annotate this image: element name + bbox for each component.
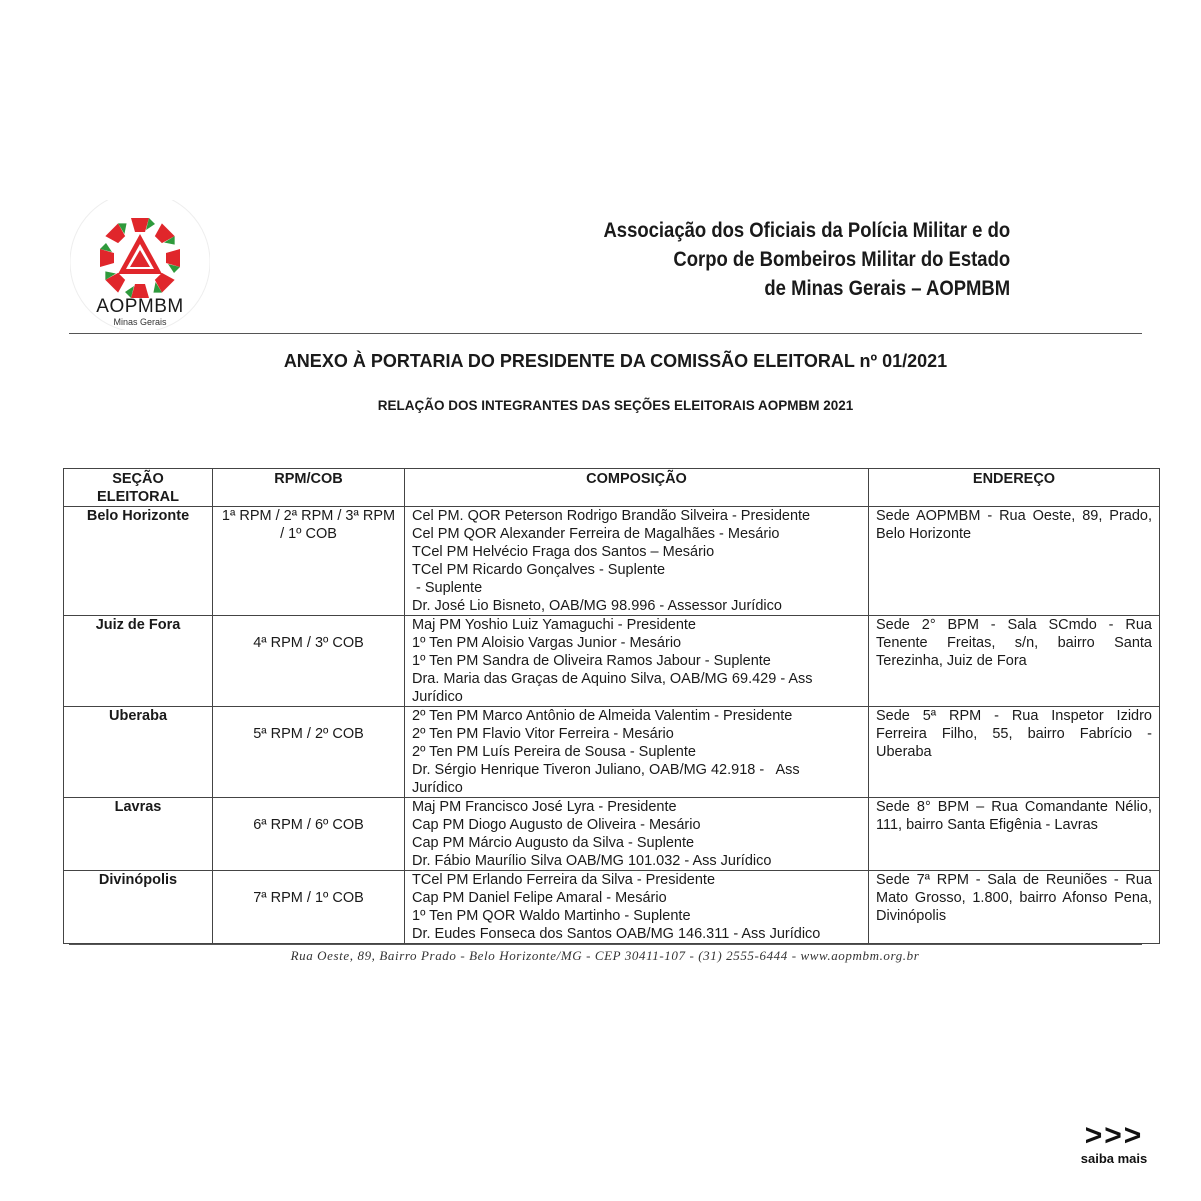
cell-composicao <box>405 798 869 871</box>
cell-secao: Divinópolis <box>64 871 213 944</box>
cell-secao: Uberaba <box>64 707 213 798</box>
org-line: Corpo de Bombeiros Militar do Estado <box>673 248 1010 271</box>
aopmbm-logo <box>70 200 210 330</box>
member-line: 2º Ten PM Luís Pereira de Sousa - Suplente <box>412 744 696 760</box>
member-line: - Suplente <box>412 580 483 596</box>
saiba-mais-button[interactable] <box>1068 1119 1160 1166</box>
logo-region: Minas Gerais <box>113 317 167 327</box>
table-row <box>64 507 1160 616</box>
cell-rpm: 6ª RPM / 6º COB <box>213 798 405 871</box>
cell-secao: Juiz de Fora <box>64 616 213 707</box>
member-line: Cel PM. QOR Peterson Rodrigo Brandão Silveira - Presidente <box>412 508 811 524</box>
member-line: Dr. Sérgio Henrique Tiveron Juliano, OAB/MG 42.918 - Ass <box>412 762 800 778</box>
org-line: Associação dos Oficiais da Polícia Militar e do <box>603 219 1010 242</box>
arrows-icon: >>> <box>1084 1119 1144 1152</box>
member-line: TCel PM Ricardo Gonçalves - Suplente <box>412 562 666 578</box>
header-rpm: RPM/COB <box>213 469 405 507</box>
cell-endereco: Sede 2° BPM - Sala SCmdo - Rua Tenente Freitas, s/n, bairro Santa Terezinha, Juiz de Fora <box>869 616 1160 707</box>
member-line: TCel PM Helvécio Fraga dos Santos – Mesário <box>412 544 715 560</box>
member-line: Cap PM Márcio Augusto da Silva - Suplente <box>412 835 695 851</box>
cell-secao: Belo Horizonte <box>64 507 213 616</box>
table-row <box>64 616 1160 707</box>
header-composicao: COMPOSIÇÃO <box>405 469 869 507</box>
logo-name: AOPMBM <box>96 296 184 317</box>
cell-rpm: 4ª RPM / 3º COB <box>213 616 405 707</box>
header-endereco: ENDEREÇO <box>869 469 1160 507</box>
table-row <box>64 798 1160 871</box>
member-line: Maj PM Yoshio Luiz Yamaguchi - Presidente <box>412 617 696 633</box>
cell-endereco: Sede AOPMBM - Rua Oeste, 89, Prado, Belo Horizonte <box>869 507 1160 616</box>
cell-endereco: Sede 8° BPM – Rua Comandante Nélio, 111, bairro Santa Efigênia - Lavras <box>869 798 1160 871</box>
header-divider <box>69 333 1142 334</box>
organization-name <box>603 216 1010 303</box>
cell-secao: Lavras <box>64 798 213 871</box>
member-line: Dra. Maria das Graças de Aquino Silva, OAB/MG 69.429 - Ass <box>412 671 813 687</box>
cell-composicao <box>405 871 869 944</box>
member-line: Cel PM QOR Alexander Ferreira de Magalhães - Mesário <box>412 526 780 542</box>
cell-composicao <box>405 707 869 798</box>
document-subtitle: RELAÇÃO DOS INTEGRANTES DAS SEÇÕES ELEITORAIS AOPMBM 2021 <box>377 398 854 413</box>
header-secao: SEÇÃO ELEITORAL <box>64 469 213 507</box>
member-line: Cap PM Diogo Augusto de Oliveira - Mesário <box>412 817 701 833</box>
cell-rpm: 7ª RPM / 1º COB <box>213 871 405 944</box>
document-title: ANEXO À PORTARIA DO PRESIDENTE DA COMISSÃO ELEITORAL nº 01/2021 <box>283 351 948 371</box>
member-line: 1º Ten PM Aloisio Vargas Junior - Mesário <box>412 635 682 651</box>
cell-endereco: Sede 7ª RPM - Sala de Reuniões - Rua Mato Grosso, 1.800, bairro Afonso Pena, Divinópolis <box>869 871 1160 944</box>
member-line: TCel PM Erlando Ferreira da Silva - Presidente <box>412 872 716 888</box>
member-line: Cap PM Daniel Felipe Amaral - Mesário <box>412 890 667 906</box>
saiba-mais-label: saiba mais <box>1080 1151 1148 1166</box>
member-line: Jurídico <box>412 780 463 796</box>
footer-divider <box>69 944 1142 945</box>
cell-endereco: Sede 5ª RPM - Rua Inspetor Izidro Ferreira Filho, 55, bairro Fabrício - Uberaba <box>869 707 1160 798</box>
member-line: Dr. Eudes Fonseca dos Santos OAB/MG 146.311 - Ass Jurídico <box>412 926 821 942</box>
table-row <box>64 707 1160 798</box>
table-row <box>64 871 1160 944</box>
table-header-row <box>64 469 1160 507</box>
member-line: Dr. Fábio Maurílio Silva OAB/MG 101.032 - Ass Jurídico <box>412 853 772 869</box>
electoral-sections-table <box>63 468 1160 944</box>
member-line: Jurídico <box>412 689 463 705</box>
member-line: Dr. José Lio Bisneto, OAB/MG 98.996 - Assessor Jurídico <box>412 598 782 614</box>
member-line: 1º Ten PM QOR Waldo Martinho - Suplente <box>412 908 691 924</box>
member-line: 2º Ten PM Marco Antônio de Almeida Valentim - Presidente <box>412 708 793 724</box>
org-line: de Minas Gerais – AOPMBM <box>764 277 1010 300</box>
cell-composicao <box>405 616 869 707</box>
member-line: 2º Ten PM Flavio Vitor Ferreira - Mesário <box>412 726 674 742</box>
cell-rpm: 1ª RPM / 2ª RPM / 3ª RPM / 1º COB <box>213 507 405 616</box>
member-line: 1º Ten PM Sandra de Oliveira Ramos Jabour - Suplente <box>412 653 771 669</box>
cell-composicao <box>405 507 869 616</box>
member-line: Maj PM Francisco José Lyra - Presidente <box>412 799 677 815</box>
footer-address: Rua Oeste, 89, Bairro Prado - Belo Horizonte/MG - CEP 30411-107 - (31) 2555-6444 - www.aopmbm.org.br <box>290 948 920 963</box>
cell-rpm: 5ª RPM / 2º COB <box>213 707 405 798</box>
